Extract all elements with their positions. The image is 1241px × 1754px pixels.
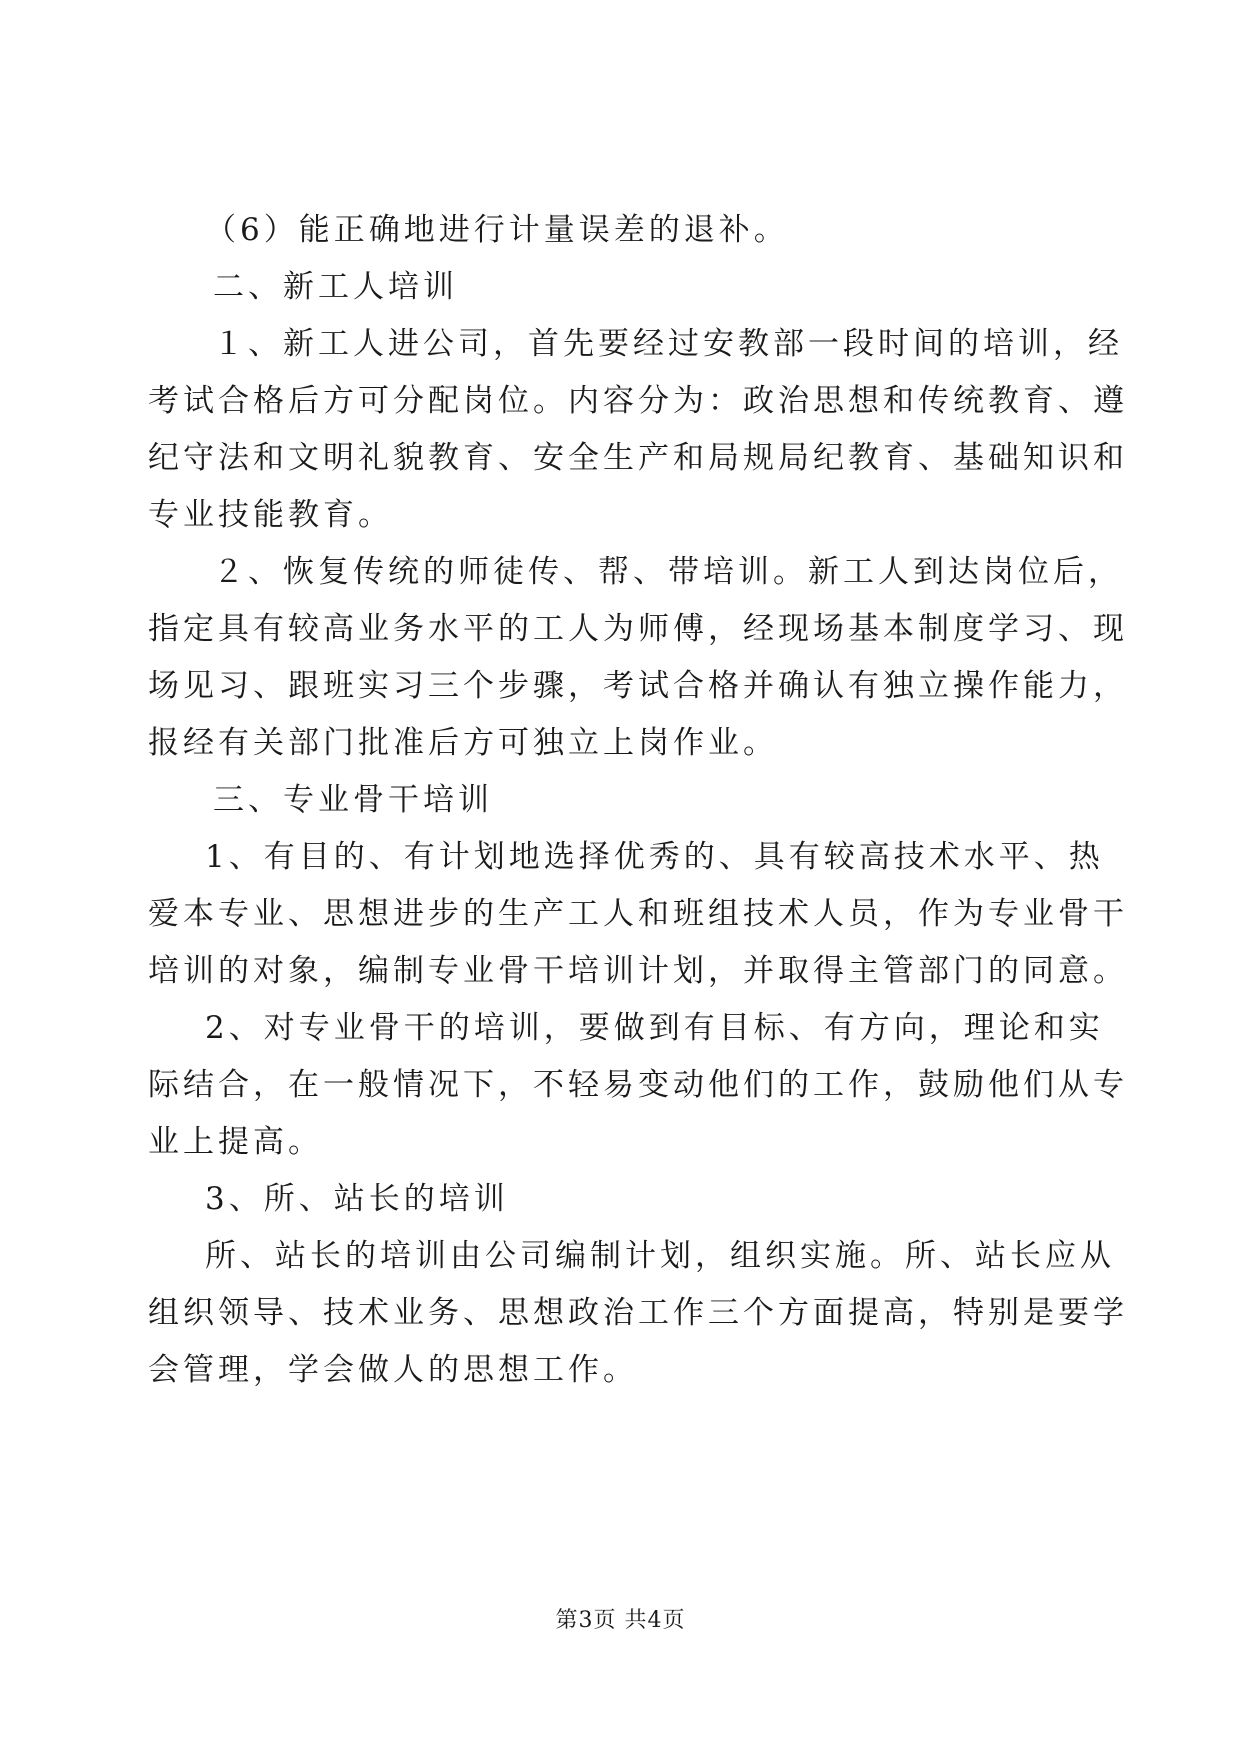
text-line: 会管理，学会做人的思想工作。 xyxy=(148,1352,638,1388)
text-line: 业上提高。 xyxy=(148,1124,323,1160)
text-line: （6）能正确地进行计量误差的退补。 xyxy=(205,212,789,248)
text-line: 纪守法和文明礼貌教育、安全生产和局规局纪教育、基础知识和 xyxy=(148,440,1128,476)
text-line: 爱本专业、思想进步的生产工人和班组技术人员，作为专业骨干 xyxy=(148,896,1128,932)
section-heading: 三、专业骨干培训 xyxy=(213,782,493,818)
text-line: ２、恢复传统的师徒传、帮、带培训。新工人到达岗位后， xyxy=(213,554,1123,590)
text-line: 指定具有较高业务水平的工人为师傅，经现场基本制度学习、现 xyxy=(148,611,1128,647)
text-line: 际结合，在一般情况下，不轻易变动他们的工作，鼓励他们从专 xyxy=(148,1067,1128,1103)
text-line: 场见习、跟班实习三个步骤，考试合格并确认有独立操作能力， xyxy=(148,668,1128,704)
page-number-footer: 第3页 共4页 xyxy=(555,1608,686,1633)
text-line: 所、站长的培训由公司编制计划，组织实施。所、站长应从 xyxy=(205,1238,1115,1274)
text-line: 专业技能教育。 xyxy=(148,497,393,533)
text-line: 报经有关部门批准后方可独立上岗作业。 xyxy=(148,725,778,761)
text-line: 组织领导、技术业务、思想政治工作三个方面提高，特别是要学 xyxy=(148,1295,1128,1331)
text-line: １、新工人进公司，首先要经过安教部一段时间的培训，经 xyxy=(213,326,1123,362)
text-line: 培训的对象，编制专业骨干培训计划，并取得主管部门的同意。 xyxy=(148,953,1128,989)
text-line: 1、有目的、有计划地选择优秀的、具有较高技术水平、热 xyxy=(205,839,1104,875)
text-line: 考试合格后方可分配岗位。内容分为：政治思想和传统教育、遵 xyxy=(148,383,1128,419)
subsection-heading: 3、所、站长的培训 xyxy=(205,1181,509,1217)
section-heading: 二、新工人培训 xyxy=(213,269,458,305)
text-line: 2、对专业骨干的培训，要做到有目标、有方向，理论和实 xyxy=(205,1010,1104,1046)
